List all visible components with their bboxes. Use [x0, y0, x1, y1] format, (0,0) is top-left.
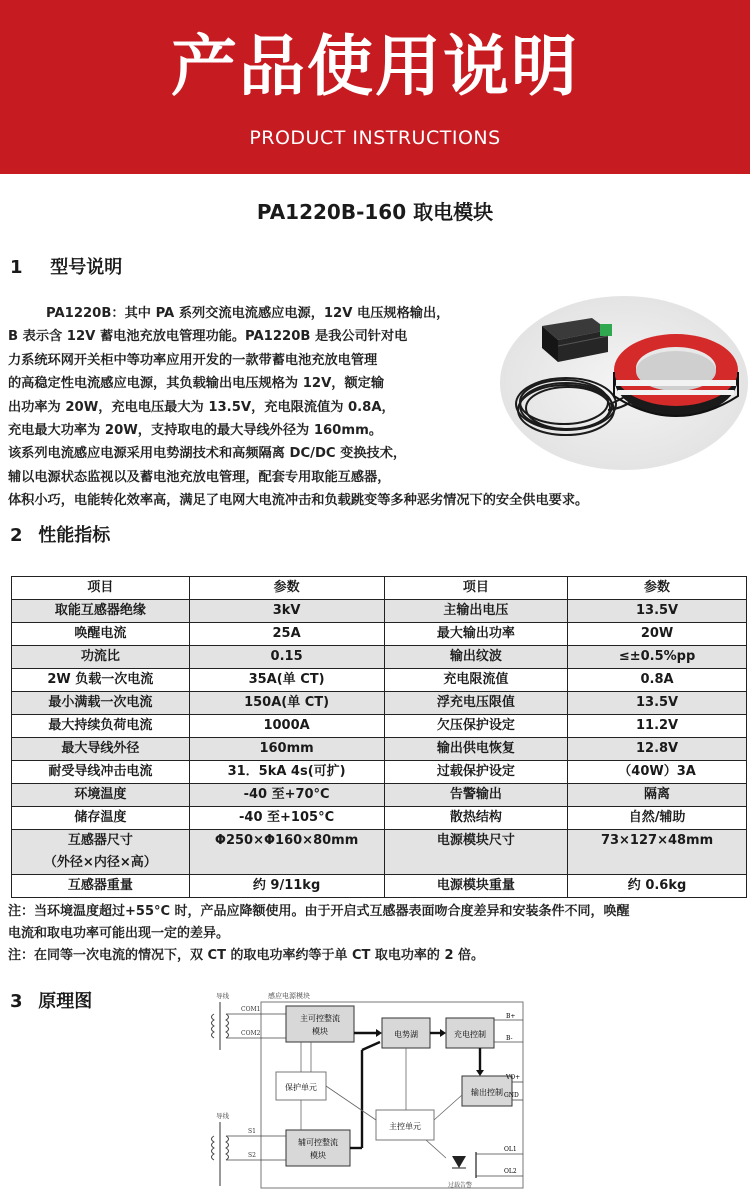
table-cell: 25A [189, 623, 384, 646]
table-row [12, 600, 747, 623]
module-label: 感应电源模块 [268, 992, 310, 1000]
table-cell: 2W 负载一次电流 [12, 669, 190, 692]
section-heading-schematic [10, 988, 92, 1016]
section-number: 1 [10, 257, 23, 278]
table-cell: 150A(单 CT) [189, 692, 384, 715]
pin-label: B+ [506, 1013, 516, 1020]
potential-lake-label: 电势湖 [394, 1030, 418, 1039]
spec-table [11, 576, 747, 898]
s2-label: S2 [248, 1152, 256, 1159]
table-cell: （40W）3A [568, 761, 747, 784]
pin-label: B- [506, 1035, 513, 1042]
table-cell: 35A(单 CT) [189, 669, 384, 692]
section-heading-model [10, 254, 122, 282]
main-rectifier-label-2: 模块 [312, 1027, 328, 1036]
table-cell: 160mm [189, 738, 384, 761]
table-row [12, 761, 747, 784]
table-cell: 12.8V [568, 738, 747, 761]
table-row [12, 715, 747, 738]
paragraph-line: 的高稳定性电流感应电源，其负载输出电压规格为 12V，额定输 [8, 376, 385, 392]
table-cell: 散热结构 [384, 807, 568, 830]
table-cell: 过载保护设定 [384, 761, 568, 784]
paragraph-line: B 表示含 12V 蓄电池充放电管理功能。PA1220B 是我公司针对电 [8, 329, 408, 345]
table-row [12, 738, 747, 761]
table-cell: -40 至+105°C [189, 807, 384, 830]
aux-rectifier-label-2: 模块 [310, 1151, 326, 1160]
table-cell: 功流比 [12, 646, 190, 669]
table-cell: 73×127×48mm [568, 830, 747, 875]
page-subtitle: PRODUCT INSTRUCTIONS [249, 127, 501, 149]
main-rectifier-label: 主可控整流 [300, 1014, 340, 1023]
overload-alarm-label: 过载告警 [448, 1182, 473, 1189]
schematic-diagram [186, 990, 526, 1190]
table-cell: -40 至+70°C [189, 784, 384, 807]
wire-label: 导线 [216, 1112, 229, 1120]
paragraph-line: 出功率为 20W，充电电压最大为 13.5V，充电限流值为 0.8A， [8, 399, 395, 415]
table-cell: 储存温度 [12, 807, 190, 830]
table-cell: 最大导线外径 [12, 738, 190, 761]
paragraph-line: 辅以电源状态监视以及蓄电池充放电管理，配套专用取能互感器， [8, 469, 391, 485]
notes [8, 901, 746, 967]
table-cell: 0.15 [189, 646, 384, 669]
table-cell: 互感器重量 [12, 875, 190, 898]
pin-label: OL2 [504, 1168, 517, 1175]
output-control-label: 输出控制 [471, 1088, 503, 1097]
paragraph-line: 体积小巧，电能转化效率高，满足了电网大电流冲击和负载跳变等多种恶劣情况下的安全供电要求。 [8, 493, 589, 509]
table-cell: 自然/辅助 [568, 807, 747, 830]
table-cell: 输出供电恢复 [384, 738, 568, 761]
section-number: 2 [10, 525, 23, 546]
table-header-row [12, 577, 747, 600]
page-title: 产品使用说明 [171, 28, 579, 105]
table-row [12, 669, 747, 692]
aux-rectifier-label: 辅可控整流 [298, 1138, 338, 1147]
section-title: 原理图 [38, 991, 93, 1012]
s1-label: S1 [248, 1128, 256, 1135]
table-cell: 1000A [189, 715, 384, 738]
column-header: 参数 [189, 577, 384, 600]
table-cell: 20W [568, 623, 747, 646]
paragraph-line: PA1220B：其中 PA 系列交流电流感应电源，12V 电压规格输出， [46, 306, 450, 321]
document-title: PA1220B-160 取电模块 [256, 200, 494, 224]
paragraph-line: 充电最大功率为 20W，支持取电的最大导线外径为 160mm。 [8, 423, 383, 439]
table-cell: ≤±0.5%pp [568, 646, 747, 669]
table-cell: 充电限流值 [384, 669, 568, 692]
table-cell: 隔离 [568, 784, 747, 807]
table-row [12, 830, 747, 875]
table-cell: 11.2V [568, 715, 747, 738]
table-cell: 电源模块尺寸 [384, 830, 568, 875]
column-header: 参数 [568, 577, 747, 600]
table-cell: 电源模块重量 [384, 875, 568, 898]
table-cell: 取能互感器绝缘 [12, 600, 190, 623]
table-row [12, 807, 747, 830]
table-row [12, 692, 747, 715]
paragraph-line: 力系统环网开关柜中等功率应用开发的一款带蓄电池充放电管理 [8, 352, 378, 368]
table-cell: 0.8A [568, 669, 747, 692]
master-unit-label: 主控单元 [389, 1122, 421, 1131]
paragraph-line: 该系列电流感应电源采用电势湖技术和高频隔离 DC/DC 变换技术， [8, 446, 407, 462]
note-line: 注：当环境温度超过+55°C 时，产品应降额使用。由于开启式互感器表面吻合度差异和安装条件不同，唤醒 [8, 904, 630, 919]
table-cell: 输出纹波 [384, 646, 568, 669]
table-cell: 浮充电压限值 [384, 692, 568, 715]
pin-label: OL1 [504, 1146, 517, 1153]
table-cell: 3kV [189, 600, 384, 623]
section-title: 性能指标 [38, 525, 111, 546]
column-header: 项目 [12, 577, 190, 600]
section-title: 型号说明 [50, 257, 123, 278]
table-row [12, 646, 747, 669]
table-cell: 主输出电压 [384, 600, 568, 623]
table-row [12, 784, 747, 807]
product-photo [500, 296, 748, 470]
table-cell: 13.5V [568, 600, 747, 623]
table-cell: 欠压保护设定 [384, 715, 568, 738]
table-cell: 约 0.6kg [568, 875, 747, 898]
protect-unit-label: 保护单元 [285, 1083, 317, 1092]
pin-label: VO+ [506, 1074, 521, 1081]
table-cell: 环境温度 [12, 784, 190, 807]
section-number: 3 [10, 991, 23, 1012]
column-header: 项目 [384, 577, 568, 600]
optocoupler-icon [452, 1152, 476, 1178]
com2-label: COM2 [241, 1030, 261, 1037]
table-cell: Φ250×Φ160×80mm [189, 830, 384, 875]
table-row [12, 623, 747, 646]
section-heading-performance [10, 522, 110, 550]
pin-label: GND [504, 1092, 519, 1099]
table-cell: 约 9/11kg [189, 875, 384, 898]
cell-line: 互感器尺寸 [67, 833, 133, 848]
table-cell: 31．5kA 4s(可扩) [189, 761, 384, 784]
wire-label: 导线 [216, 992, 229, 1000]
cell-line: （外径×内径×高） [43, 855, 157, 870]
header-banner [0, 0, 750, 174]
note-line: 注：在同等一次电流的情况下，双 CT 的取电功率约等于单 CT 取电功率的 2 倍。 [8, 948, 485, 963]
table-cell [12, 830, 190, 875]
table-cell: 13.5V [568, 692, 747, 715]
table-row [12, 875, 747, 898]
com1-label: COM1 [241, 1006, 261, 1013]
table-cell: 唤醒电流 [12, 623, 190, 646]
table-cell: 告警输出 [384, 784, 568, 807]
table-cell: 耐受导线冲击电流 [12, 761, 190, 784]
note-line: 电流和取电功率可能出现一定的差异。 [8, 926, 230, 941]
charge-control-label: 充电控制 [454, 1030, 486, 1039]
table-cell: 最大输出功率 [384, 623, 568, 646]
table-cell: 最小满载一次电流 [12, 692, 190, 715]
table-cell: 最大持续负荷电流 [12, 715, 190, 738]
